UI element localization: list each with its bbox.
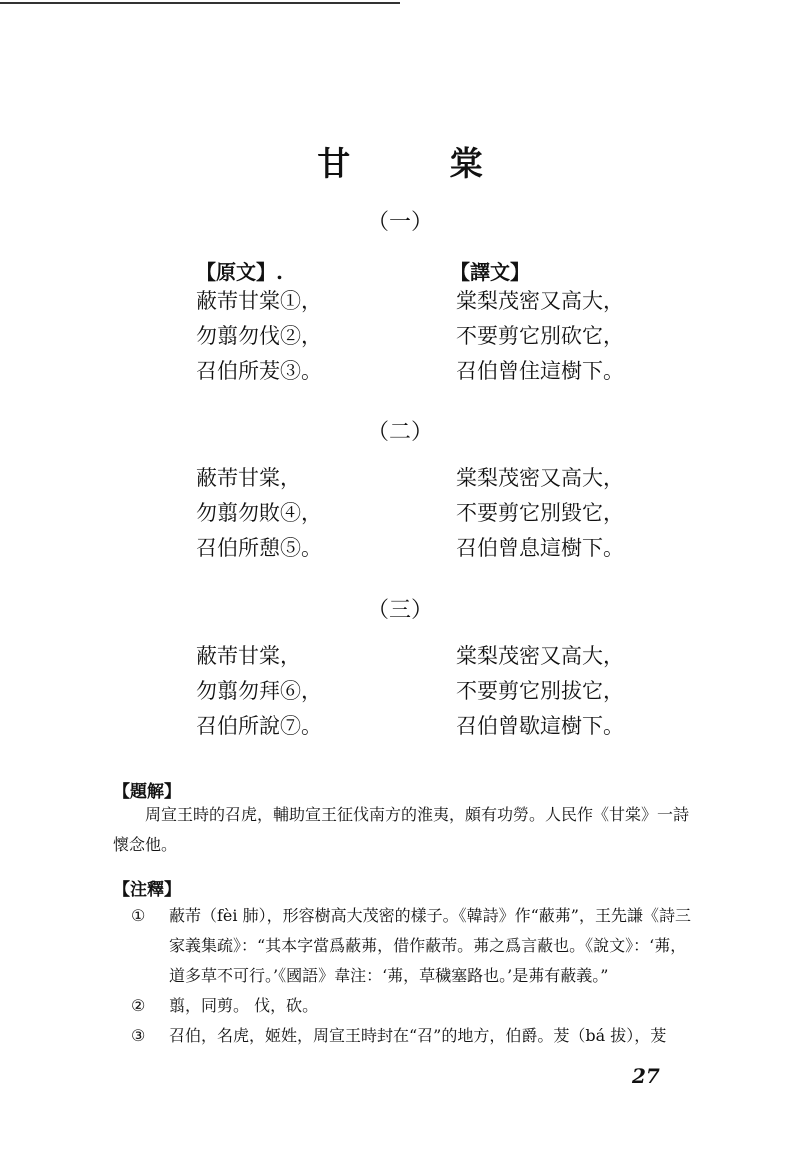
section-number-2: （二）	[366, 420, 433, 445]
original-header: 【原文】.	[196, 260, 283, 284]
translation-line: 召伯曾歇這樹下。	[456, 714, 624, 738]
note-text: 蔽芾（fèi 肺），形容樹高大茂密的樣子。《韓詩》作“蔽茀”，王先謙《詩三家義集疏》：“其本字當爲蔽茀，借作蔽芾。茀之爲言蔽也。《說文》：‘茀，道多草不可行。’《國語》韋注：‘茀，草穢塞路也。’是茀有蔽義。”	[169, 906, 691, 985]
poem-title: 甘 棠	[317, 144, 527, 183]
translation-line: 棠梨茂密又高大，	[456, 289, 624, 313]
original-line: 勿翦勿敗④，	[196, 501, 322, 525]
original-line: 勿翦勿拜⑥，	[196, 679, 322, 703]
page-number: 27	[632, 1064, 660, 1088]
translation-line: 不要剪它別拔它，	[456, 679, 624, 703]
note-item	[131, 901, 691, 991]
zhushi-header: 【注釋】	[113, 880, 181, 900]
translation-line: 不要剪它別毀它，	[456, 501, 624, 525]
translation-line: 不要剪它別砍它，	[456, 324, 624, 348]
translation-line: 棠梨茂密又高大，	[456, 644, 624, 668]
original-line: 蔽芾甘棠，	[196, 644, 301, 668]
original-line: 召伯所茇③。	[196, 359, 322, 383]
note-item	[131, 991, 691, 1021]
translation-header: 【譯文】	[450, 260, 530, 284]
note-item	[131, 1021, 691, 1051]
note-number: ③	[131, 1026, 146, 1045]
tijie-text: 周宣王時的召虎，輔助宣王征伐南方的淮夷，頗有功勞。人民作《甘棠》一詩懷念他。	[113, 805, 690, 854]
translation-line: 棠梨茂密又高大，	[456, 466, 624, 490]
translation-line: 召伯曾息這樹下。	[456, 536, 624, 560]
note-number: ①	[131, 906, 146, 925]
original-line: 勿翦勿伐②，	[196, 324, 322, 348]
section-number-3: （三）	[366, 598, 433, 623]
note-number: ②	[131, 996, 146, 1015]
original-line: 召伯所說⑦。	[196, 714, 322, 738]
note-text: 召伯，名虎，姬姓，周宣王時封在“召”的地方，伯爵。茇（bá 拔），茇	[169, 1026, 667, 1045]
top-rule	[0, 2, 400, 4]
translation-line: 召伯曾住這樹下。	[456, 359, 624, 383]
original-line: 召伯所憩⑤。	[196, 536, 322, 560]
tijie-header: 【題解】	[113, 782, 181, 802]
section-number-1: （一）	[366, 210, 433, 235]
original-line: 蔽芾甘棠①，	[196, 289, 322, 313]
original-line: 蔽芾甘棠，	[196, 466, 301, 490]
note-text: 翦，同剪。 伐，砍。	[169, 996, 319, 1015]
